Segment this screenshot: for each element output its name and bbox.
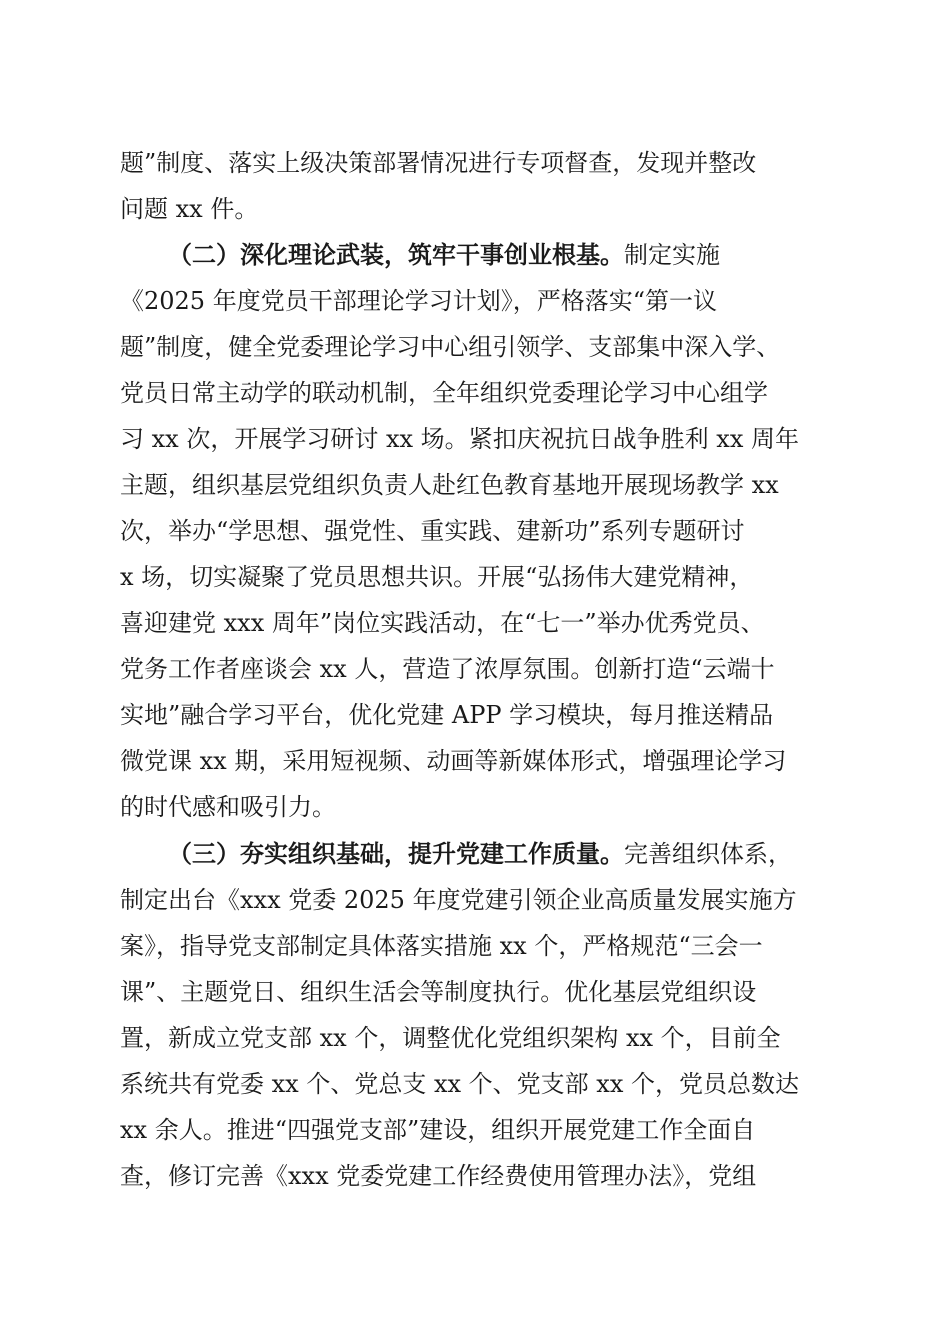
section-heading: （三）夯实组织基础，提升党建工作质量。 — [168, 839, 624, 868]
text-run: 党员日常主动学的联动机制，全年组织党委理论学习中心组学 — [120, 379, 768, 407]
text-line — [120, 511, 830, 551]
text-line — [120, 373, 830, 413]
text-line — [120, 880, 830, 920]
text-line — [120, 926, 830, 966]
text-run: 的时代感和吸引力。 — [120, 793, 336, 821]
text-run: 习 xx 次，开展学习研讨 xx 场。紧扣庆祝抗日战争胜利 xx 周年 — [120, 425, 799, 453]
text-line — [120, 419, 830, 459]
text-run: 题”制度、落实上级决策部署情况进行专项督查，发现并整改 — [120, 149, 757, 177]
text-run: x 场，切实凝聚了党员思想共识。开展“弘扬伟大建党精神， — [120, 563, 754, 591]
text-line — [120, 1156, 830, 1196]
text-line — [120, 281, 830, 321]
text-line — [120, 1064, 830, 1104]
text-line — [120, 189, 830, 229]
text-line — [120, 1018, 830, 1058]
text-run: 查，修订完善《xxx 党委党建工作经费使用管理办法》，党组 — [120, 1162, 757, 1190]
text-line — [120, 143, 830, 183]
text-run: 系统共有党委 xx 个、党总支 xx 个、党支部 xx 个，党员总数达 — [120, 1070, 799, 1098]
text-run: 制定实施 — [624, 241, 720, 269]
text-run: 题”制度，健全党委理论学习中心组引领学、支部集中深入学、 — [120, 333, 781, 361]
text-run: 《2025 年度党员干部理论学习计划》，严格落实“第一议 — [120, 287, 717, 315]
text-line — [120, 557, 830, 597]
section-heading: （二）深化理论武装，筑牢干事创业根基。 — [168, 240, 624, 269]
text-run: 微党课 xx 期，采用短视频、动画等新媒体形式，增强理论学习 — [120, 747, 787, 775]
text-run: 完善组织体系， — [624, 840, 792, 868]
text-run: xx 余人。推进“四强党支部”建设，组织开展党建工作全面自 — [120, 1116, 756, 1144]
text-run: 课”、主题党日、组织生活会等制度执行。优化基层党组织设 — [120, 978, 757, 1006]
text-run: 次，举办“学思想、强党性、重实践、建新功”系列专题研讨 — [120, 517, 745, 545]
text-run: 问题 xx 件。 — [120, 195, 259, 223]
text-run: 喜迎建党 xxx 周年”岗位实践活动，在“七一”举办优秀党员、 — [120, 609, 765, 637]
text-line — [120, 972, 830, 1012]
text-run: 置，新成立党支部 xx 个，调整优化党组织架构 xx 个，目前全 — [120, 1024, 781, 1052]
text-line — [120, 327, 830, 367]
text-run: 制定出台《xxx 党委 2025 年度党建引领企业高质量发展实施方 — [120, 886, 797, 914]
text-line — [120, 649, 830, 689]
text-line — [120, 695, 830, 735]
text-line — [120, 741, 830, 781]
text-run: 党务工作者座谈会 xx 人，营造了浓厚氛围。创新打造“云端十 — [120, 655, 775, 683]
text-line — [120, 787, 830, 827]
text-run: 主题，组织基层党组织负责人赴红色教育基地开展现场教学 xx — [120, 471, 779, 499]
text-line — [120, 603, 830, 643]
text-run: 实地”融合学习平台，优化党建 APP 学习模块，每月推送精品 — [120, 701, 774, 729]
text-run: 案》，指导党支部制定具体落实措施 xx 个，严格规范“三会一 — [120, 932, 763, 960]
text-line — [120, 465, 830, 505]
section-heading-line — [168, 235, 830, 275]
text-line — [120, 1110, 830, 1150]
section-heading-line — [168, 834, 830, 874]
